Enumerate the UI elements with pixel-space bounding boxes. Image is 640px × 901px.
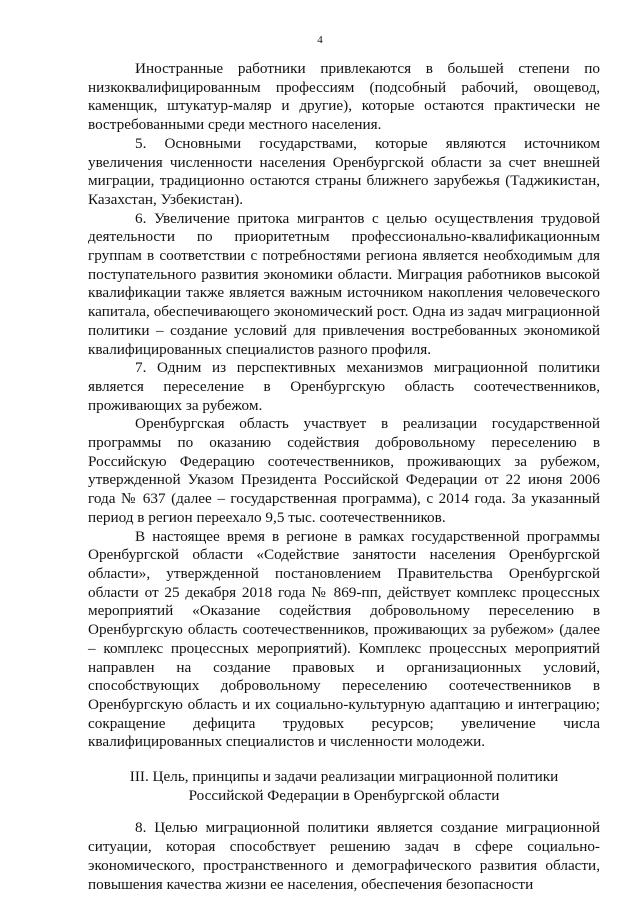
paragraph-process-measures: В настоящее время в регионе в рамках государственной программы Оренбургской области «Содействие занятости населения Оренбургской области», утвержденной постановлением Правительства Оренбургской области от 25 декабря 2018 года № 869-пп, действует комплекс процессных мероприятий «Оказание содействия добровольному переселению в Оренбургскую область соотечественников, проживающих за рубежом» (далее – комплекс процессных мероприятий). Комплекс процессных мероприятий направлен на создание правовых и организационных условий, способствующих добровольному переселению соотечественников в Оренбургскую область и их социально-культурную адаптацию и интеграцию; сокращение дефицита трудовых ресурсов; увеличение числа квалифицированных специалистов и численности молодежи.: [88, 527, 600, 751]
paragraph-state-program: Оренбургская область участвует в реализации государственной программы по оказанию содействия добровольному переселению в Российскую Федерацию соотечественников, проживающих за рубежом, утвержденной Указом Президента Российской Федерации от 22 июня 2006 года № 637 (далее – государственная программа), с 2014 года. За указанный период в регион переехало 9,5 тыс. соотечественников.: [88, 415, 600, 526]
section-heading-line-1: III. Цель, принципы и задачи реализации миграционной политики: [129, 768, 559, 786]
document-body: [88, 60, 600, 894]
paragraph-8-goal: 8. Целью миграционной политики является создание миграционной ситуации, которая способствует решению задач в сфере социально-экономического, пространственного и демографического развития области, повышения качества жизни ее населения, обеспечения безопасности: [88, 819, 600, 893]
paragraph-7-resettlement: 7. Одним из перспективных механизмов миграционной политики является переселение в Оренбургскую область соотечественников, проживающих за рубежом.: [88, 359, 600, 414]
section-heading-line-2: Российской Федерации в Оренбургской области: [188, 786, 500, 804]
section-heading-iii: [88, 768, 600, 805]
paragraph-5-source-countries: 5. Основными государствами, которые являются источником увеличения численности населения Оренбургской области за счет внешней миграции, традиционно остаются страны ближнего зарубежья (Таджикистан, Казахстан, Узбекистан).: [88, 134, 600, 208]
page-number: 4: [317, 34, 323, 46]
paragraph-foreign-workers: Иностранные работники привлекаются в большей степени по низкоквалифицированным профессиям (подсобный рабочий, овощевод, каменщик, штукатур-маляр и другие), которые остаются практически не востребованными среди местного населения.: [88, 60, 600, 134]
paragraph-6-migrant-inflow: 6. Увеличение притока мигрантов с целью осуществления трудовой деятельности по приоритетным профессионально-квалификационным группам в соответствии с потребностями региона является необходимым для поступательного развития экономики области. Миграция работников высокой квалификации также является важным источником накопления человеческого капитала, обеспечивающего экономический рост. Одна из задач миграционной политики – создание условий для привлечения востребованных экономикой квалифицированных специалистов разного профиля.: [88, 209, 600, 358]
